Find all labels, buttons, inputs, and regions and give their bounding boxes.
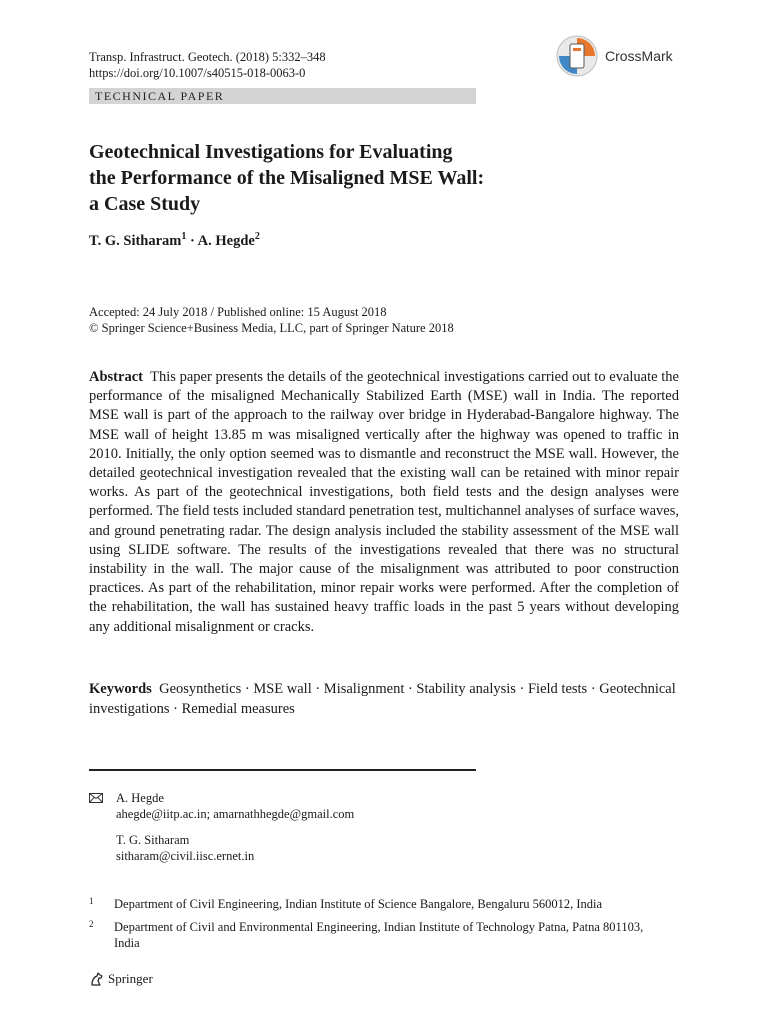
publisher-footer <box>89 971 153 987</box>
envelope-icon <box>89 793 103 803</box>
contact-entry <box>89 832 354 864</box>
crossmark-logo-icon <box>553 34 601 78</box>
contact-name: A. Hegde <box>116 791 164 805</box>
keywords-heading: Keywords <box>89 681 152 697</box>
title-line-3: a Case Study <box>89 193 201 215</box>
author-name[interactable]: T. G. Sitharam <box>89 233 182 249</box>
abstract-section <box>89 368 679 637</box>
keywords-text: Geosynthetics · MSE wall · Misalignment · Stability analysis · Field tests · Geotechnical investigations · Remedial measures <box>89 681 676 717</box>
doi-link[interactable]: https://doi.org/10.1007/s40515-018-0063-0 <box>89 66 306 80</box>
crossmark-badge[interactable] <box>553 34 683 78</box>
keywords-section <box>89 680 679 719</box>
accepted-published-date: Accepted: 24 July 2018 / Published online: 15 August 2018 <box>89 305 387 319</box>
springer-horse-icon <box>89 971 105 987</box>
copyright-notice: © Springer Science+Business Media, LLC, part of Springer Nature 2018 <box>89 321 454 335</box>
section-label-bar <box>89 88 476 104</box>
affiliation-text: Department of Civil Engineering, Indian Institute of Science Bangalore, Bengaluru 560012, India <box>114 897 603 911</box>
publisher-name: Springer <box>108 971 153 986</box>
contact-email[interactable]: sitharam@civil.iisc.ernet.in <box>116 849 255 863</box>
affiliation-number: 2 <box>89 919 94 929</box>
abstract-heading: Abstract <box>89 369 143 385</box>
journal-header <box>89 49 326 81</box>
footnote-divider <box>89 769 476 771</box>
author-name[interactable]: A. Hegde <box>197 233 255 249</box>
journal-citation: Transp. Infrastruct. Geotech. (2018) 5:332–348 <box>89 50 326 64</box>
affiliation-text: Department of Civil and Environmental Engineering, Indian Institute of Technology Patna, Patna 801103, India <box>114 920 644 950</box>
contact-entry <box>89 790 354 822</box>
publication-dates <box>89 304 454 336</box>
title-line-2: the Performance of the Misaligned MSE Wall: <box>89 167 485 189</box>
title-line-1: Geotechnical Investigations for Evaluating <box>89 141 453 163</box>
author-affiliation-mark: 1 <box>181 231 187 242</box>
author-list <box>89 231 260 250</box>
author-affiliation-mark: 2 <box>254 231 260 242</box>
crossmark-label: CrossMark <box>605 48 673 64</box>
corresponding-contacts <box>89 790 354 864</box>
affiliation-number: 1 <box>89 896 94 906</box>
contact-name: T. G. Sitharam <box>116 833 190 847</box>
paper-title <box>89 139 649 217</box>
abstract-text: This paper presents the details of the geotechnical investigations carried out to evaluate the performance of the misaligned Mechanically Stabilized Earth (MSE) wall in India. The reported MSE wall is part of the approach to the railway over bridge in Hyderabad-Bangalore highway. The MSE wall of height 13.85 m was misaligned vertically after the highway was opened to traffic in 2010. Initially, the only option seemed was to dismantle and reconstruct the MSE wall. However, the detailed geotechnical investigation revealed that the existing wall can be retained with minor repair works. As part of the geotechnical investigations, both field tests and the design analyses were performed. The field tests included standard penetration test, multichannel analyses of surface waves, and ground penetrating radar. The design analysis included the stability assessment of the MSE wall using SLIDE software. The results of the investigations revealed that there was no structural instability in the wall. The major cause of the misalignment was attributed to poor construction practices. As part of the rehabilitation, minor repair works were performed. After the completion of the rehabilitation, the wall has sustained heavy traffic loads in the past 5 years without developing any additional misalignment or cracks. <box>89 369 679 635</box>
author-separator: · <box>186 233 198 249</box>
section-label: TECHNICAL PAPER <box>95 89 225 103</box>
contact-email[interactable]: ahegde@iitp.ac.in; amarnathhegde@gmail.com <box>116 807 355 821</box>
